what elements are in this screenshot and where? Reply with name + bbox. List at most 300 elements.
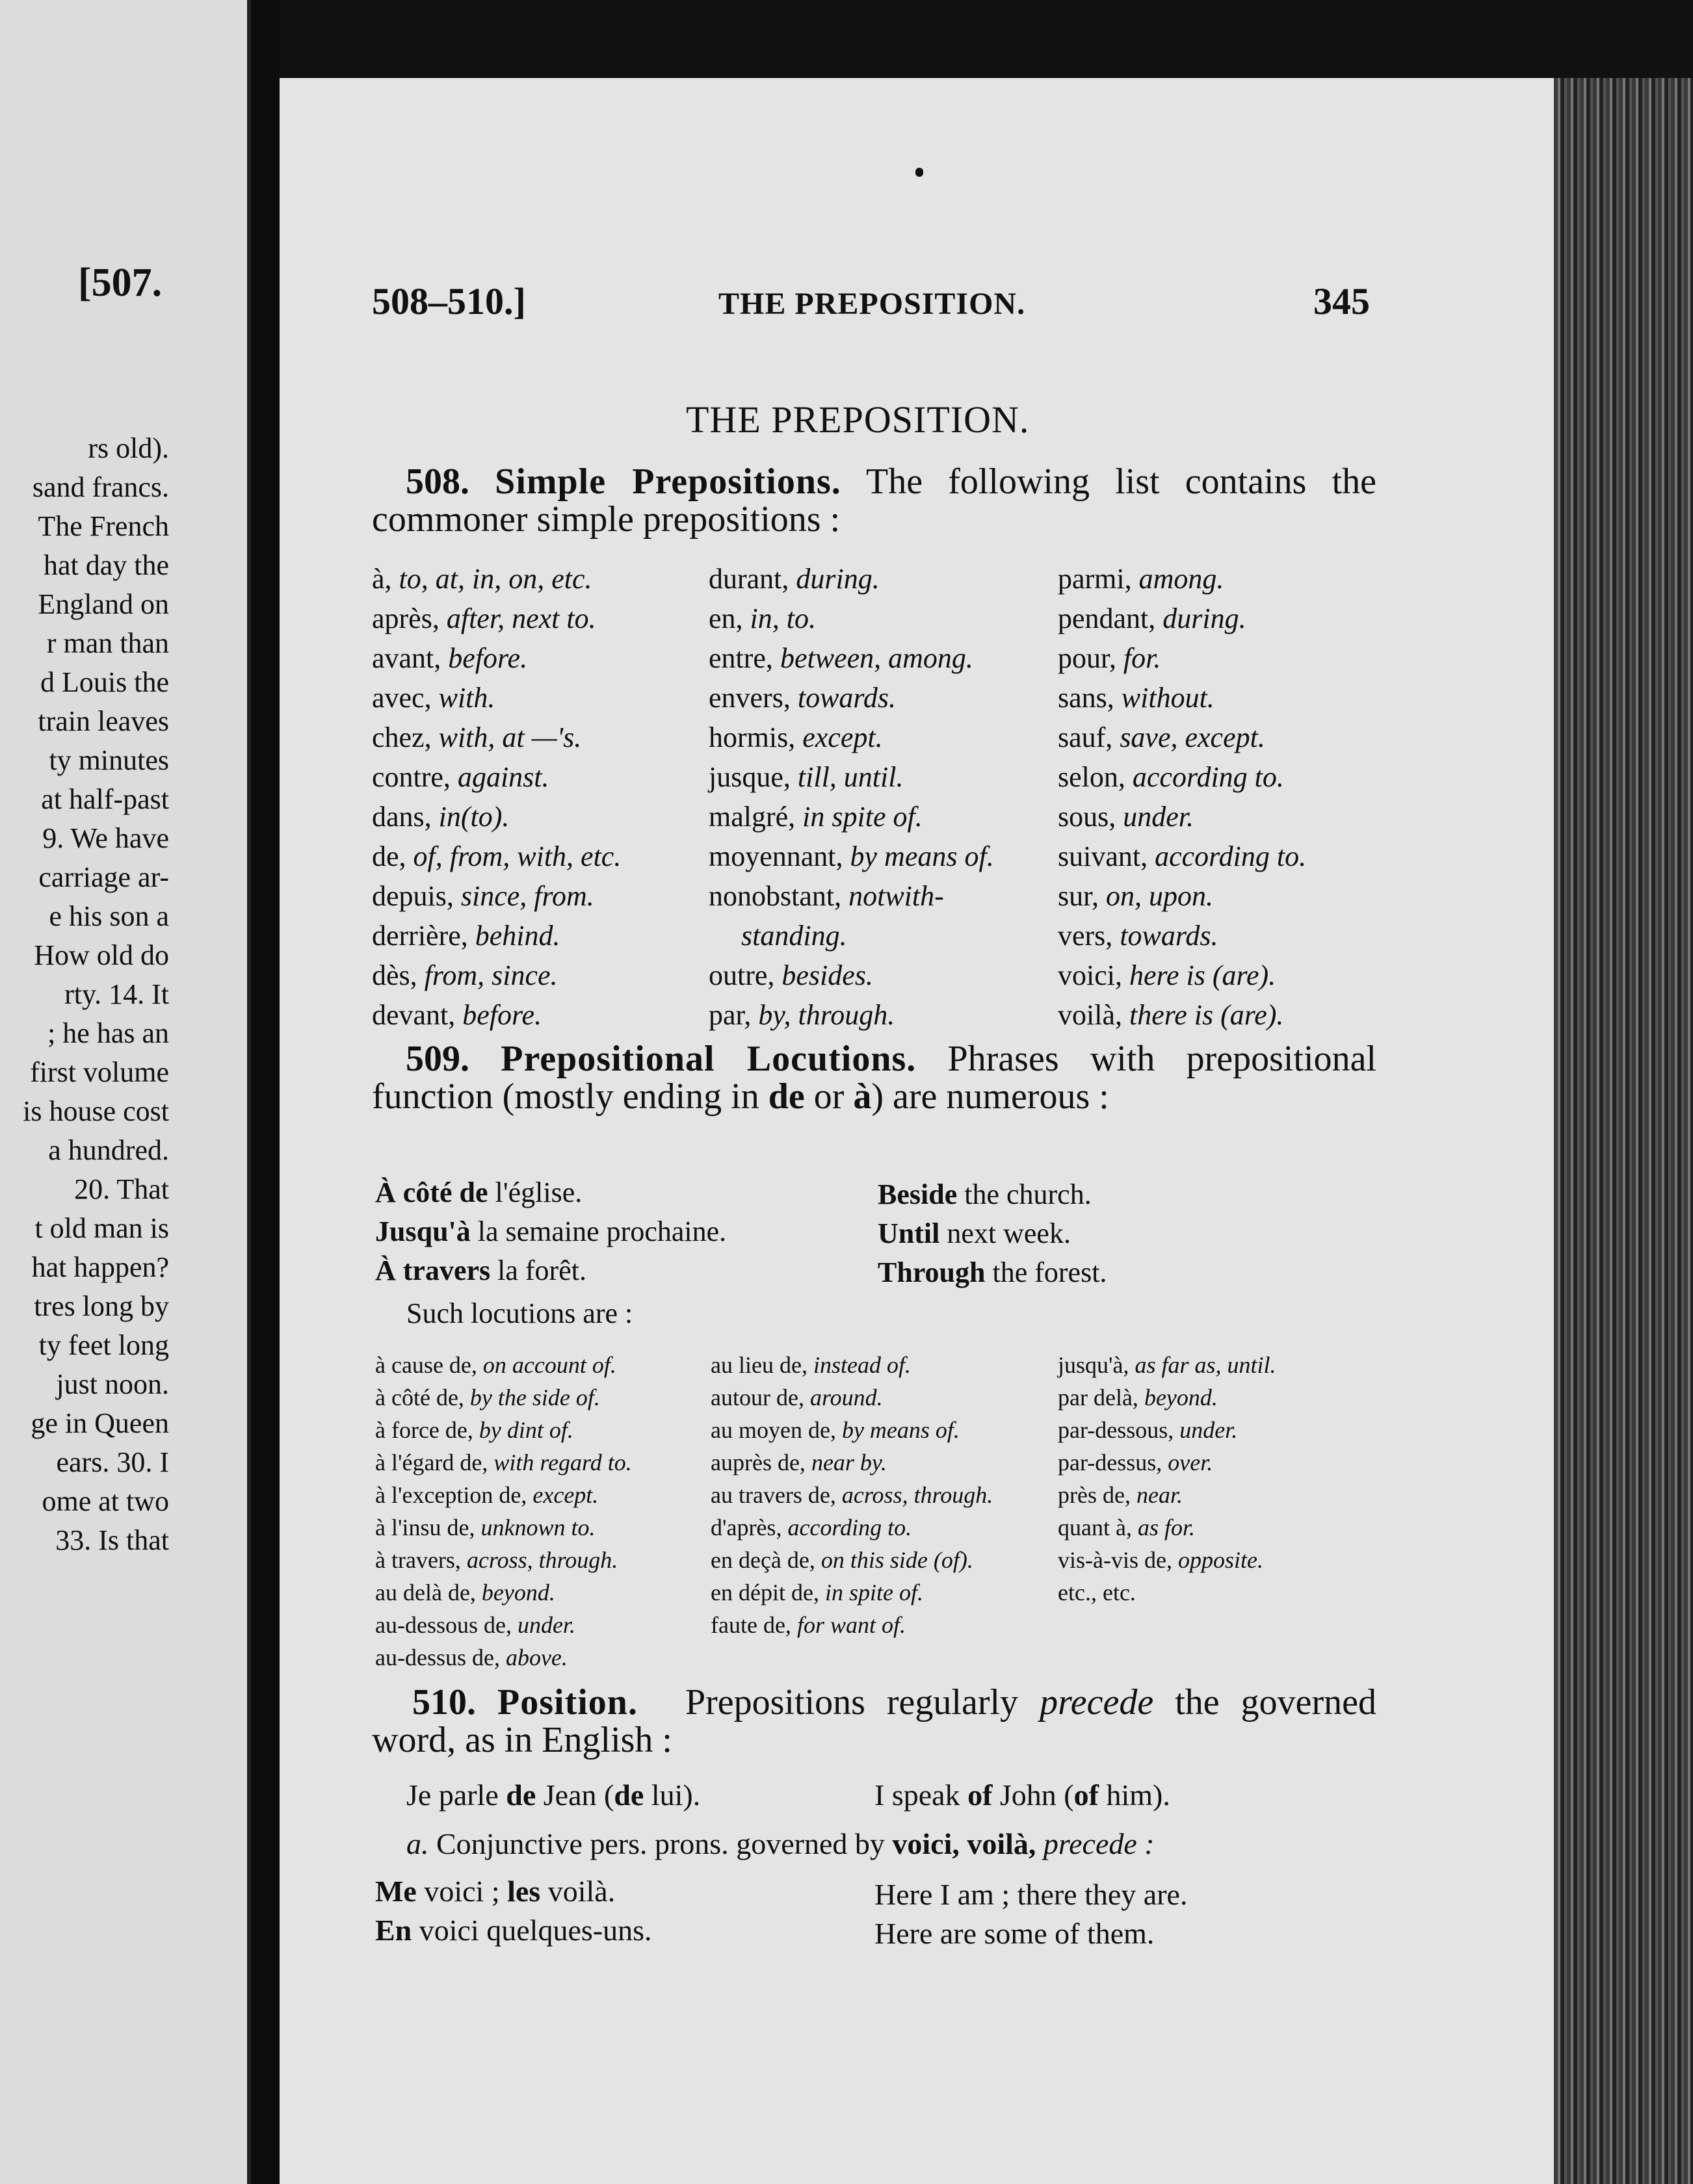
- preposition-word: par,: [709, 999, 759, 1031]
- locution-entry: [375, 1511, 632, 1544]
- such-locutions-label: Such locutions are :: [406, 1297, 633, 1329]
- pronoun-bold: Me: [375, 1875, 417, 1908]
- locution-word: faute de,: [711, 1612, 797, 1638]
- preposition-entry: [1058, 837, 1306, 876]
- preposition-gloss: under.: [1123, 801, 1194, 833]
- preposition-gloss: to, at, in, on, etc.: [399, 563, 592, 595]
- preposition-gloss: for.: [1123, 642, 1161, 674]
- sentence-text: I speak: [874, 1778, 968, 1812]
- left-page-line: train leaves: [38, 705, 169, 737]
- sentence-bold: of: [1073, 1778, 1099, 1812]
- preposition-gloss: here is (are).: [1129, 959, 1276, 991]
- left-page-line: 33. Is that: [55, 1524, 169, 1556]
- preposition-entry: [709, 916, 994, 956]
- preposition-entry: [1058, 678, 1306, 718]
- sentence-text: John (: [992, 1778, 1074, 1812]
- preposition-word: nonobstant,: [709, 880, 849, 912]
- locution-word: par-dessous,: [1058, 1417, 1180, 1443]
- top-shadow: [280, 0, 1693, 78]
- preposition-word: avant,: [372, 642, 449, 674]
- running-head-section-range: 508–510.]: [372, 280, 526, 322]
- locution-word: au-dessus de,: [375, 1644, 506, 1670]
- note-italic: precede :: [1036, 1827, 1155, 1860]
- left-page-line: first volume: [30, 1056, 169, 1088]
- locution-word: autour de,: [711, 1384, 810, 1410]
- preposition-entry: [1058, 638, 1306, 678]
- left-page-line: hat happen?: [31, 1251, 169, 1283]
- preposition-entry: [372, 837, 621, 876]
- left-page-line: ome at two: [42, 1485, 169, 1517]
- section-508-intro: [372, 463, 1376, 538]
- preposition-gloss: with.: [438, 682, 495, 714]
- locution-entry: [1058, 1414, 1276, 1446]
- preposition-gloss: in, to.: [750, 603, 816, 634]
- preposition-word: hormis,: [709, 722, 803, 753]
- sentence-text: lui).: [644, 1778, 701, 1812]
- preposition-gloss: during.: [1162, 603, 1246, 634]
- preposition-entry: [709, 876, 994, 916]
- locution-gloss: near.: [1136, 1482, 1183, 1508]
- locution-gloss: on account of.: [482, 1352, 616, 1378]
- simple-prepositions-col-2: [709, 559, 994, 1035]
- locution-word: à travers,: [375, 1547, 467, 1573]
- preposition-word: moyennant,: [709, 840, 850, 872]
- locution-gloss: in spite of.: [824, 1580, 923, 1606]
- locution-word: à l'insu de,: [375, 1514, 481, 1540]
- preposition-entry: [372, 638, 621, 678]
- locution-entry: [711, 1576, 993, 1609]
- preposition-gloss: by, through.: [758, 999, 895, 1031]
- locution-entry: [1058, 1381, 1276, 1414]
- locution-entry: [1058, 1544, 1276, 1576]
- preposition-word: durant,: [709, 563, 796, 595]
- locution-entry: [1058, 1479, 1276, 1511]
- preposition-gloss: in(to).: [438, 801, 510, 833]
- preposition-word: derrière,: [372, 920, 475, 952]
- chapter-title: THE PREPOSITION.: [686, 398, 1030, 441]
- preposition-gloss: against.: [457, 761, 549, 793]
- running-head-title: THE PREPOSITION.: [718, 287, 1026, 321]
- preposition-word: outre,: [709, 959, 782, 991]
- example-text: the forest.: [985, 1256, 1107, 1288]
- left-page-line: a hundred.: [48, 1134, 169, 1166]
- example-row: [375, 1212, 726, 1251]
- locutions-col-2: [711, 1349, 993, 1641]
- locution-word: près de,: [1058, 1482, 1136, 1508]
- example-text: the church.: [957, 1178, 1092, 1210]
- page-number: 345: [1313, 280, 1370, 322]
- pronoun-text: voici quelques-uns.: [412, 1914, 652, 1947]
- preposition-gloss: according to.: [1155, 840, 1307, 872]
- locution-gloss: by means of.: [841, 1417, 960, 1443]
- preposition-entry: [709, 559, 994, 599]
- preposition-entry: [1058, 599, 1306, 638]
- preposition-word: envers,: [709, 682, 798, 714]
- preposition-gloss: with, at —'s.: [438, 722, 582, 753]
- locution-entry: [1058, 1576, 1276, 1609]
- preposition-entry: [709, 797, 994, 837]
- locution-gloss: near by.: [811, 1450, 887, 1476]
- locution-entry: [375, 1381, 632, 1414]
- locution-gloss: beyond.: [481, 1580, 555, 1606]
- preposition-entry: [1058, 956, 1306, 995]
- locution-entry: [1058, 1349, 1276, 1381]
- preposition-gloss: standing.: [741, 920, 847, 952]
- section-number: 509.: [406, 1039, 469, 1079]
- locutions-col-1: [375, 1349, 632, 1674]
- left-page-line: 20. That: [74, 1173, 169, 1205]
- locutions-col-3: [1058, 1349, 1276, 1609]
- example-text: la semaine prochaine.: [470, 1216, 727, 1247]
- locution-gloss: opposite.: [1177, 1547, 1263, 1573]
- bold-a: à: [853, 1076, 872, 1117]
- section-text: Prepositions regularly: [685, 1682, 1040, 1722]
- right-page: [280, 78, 1554, 2184]
- book-gutter: [251, 0, 280, 2184]
- example-text: la forêt.: [490, 1254, 586, 1286]
- preposition-gloss: there is (are).: [1129, 999, 1284, 1031]
- preposition-gloss: without.: [1121, 682, 1214, 714]
- preposition-entry: [372, 995, 621, 1035]
- preposition-entry: [1058, 876, 1306, 916]
- preposition-word: depuis,: [372, 880, 461, 912]
- preposition-gloss: on, upon.: [1106, 880, 1214, 912]
- preposition-word: pour,: [1058, 642, 1123, 674]
- preposition-word: devant,: [372, 999, 463, 1031]
- note-a: [406, 1826, 1155, 1861]
- left-page-line: rs old).: [88, 432, 169, 464]
- preposition-entry: [372, 718, 621, 757]
- preposition-entry: [1058, 995, 1306, 1035]
- preposition-entry: [372, 559, 621, 599]
- locution-entry: [1058, 1446, 1276, 1479]
- note-text: Conjunctive pers. prons. governed by: [428, 1827, 893, 1860]
- example-bold: Beside: [878, 1178, 958, 1210]
- locution-gloss: as far as, until.: [1135, 1352, 1276, 1378]
- pronoun-example-row: [375, 1911, 651, 1950]
- locution-gloss: beyond.: [1144, 1384, 1218, 1410]
- preposition-entry: [372, 599, 621, 638]
- locution-word: vis-à-vis de,: [1058, 1547, 1178, 1573]
- preposition-entry: [1058, 559, 1306, 599]
- preposition-word: pendant,: [1058, 603, 1163, 634]
- note-bold: voici, voilà,: [892, 1827, 1036, 1860]
- preposition-word: entre,: [709, 642, 780, 674]
- preposition-entry: [1058, 916, 1306, 956]
- locution-entry: [711, 1609, 993, 1641]
- preposition-word: sous,: [1058, 801, 1123, 833]
- left-page-header: [507.: [78, 261, 163, 305]
- preposition-entry: [372, 956, 621, 995]
- locution-word: etc., etc.: [1058, 1580, 1136, 1606]
- section-heading: Position.: [497, 1682, 638, 1722]
- left-page-line: at half-past: [41, 783, 169, 815]
- example-row: [878, 1253, 1107, 1292]
- example-bold: Until: [878, 1217, 940, 1249]
- locution-word: à force de,: [375, 1417, 479, 1443]
- locution-word: en dépit de,: [711, 1580, 825, 1606]
- preposition-gloss: except.: [802, 722, 883, 753]
- locution-word: à l'égard de,: [375, 1450, 494, 1476]
- preposition-entry: [372, 757, 621, 797]
- preposition-gloss: before.: [462, 999, 542, 1031]
- preposition-word: parmi,: [1058, 563, 1139, 595]
- preposition-word: selon,: [1058, 761, 1133, 793]
- bold-de: de: [768, 1076, 805, 1117]
- preposition-gloss: during.: [796, 563, 880, 595]
- locution-examples-english: [878, 1175, 1107, 1292]
- preposition-gloss: between, among.: [780, 642, 973, 674]
- preposition-gloss: from, since.: [424, 959, 558, 991]
- preposition-word: contre,: [372, 761, 458, 793]
- locution-gloss: across, through.: [841, 1482, 993, 1508]
- preposition-word: à,: [372, 563, 399, 595]
- locution-word: quant à,: [1058, 1514, 1138, 1540]
- left-page-line: sand francs.: [32, 471, 169, 503]
- preposition-gloss: by means of.: [850, 840, 994, 872]
- left-page-line: d Louis the: [40, 666, 169, 698]
- preposition-word: malgré,: [709, 801, 803, 833]
- locution-word: par delà,: [1058, 1384, 1144, 1410]
- section-510-intro: [372, 1684, 1376, 1759]
- preposition-word: vers,: [1058, 920, 1120, 952]
- left-page-line: How old do: [34, 939, 169, 971]
- left-page-line: r man than: [46, 627, 169, 659]
- note-letter: a.: [406, 1827, 429, 1860]
- locution-gloss: by the side of.: [469, 1384, 600, 1410]
- locution-gloss: across, through.: [466, 1547, 618, 1573]
- preposition-entry: [372, 916, 621, 956]
- sentence-bold: de: [506, 1778, 536, 1812]
- pronoun-bold: En: [375, 1914, 412, 1947]
- locution-word: auprès de,: [711, 1450, 811, 1476]
- locution-entry: [711, 1544, 993, 1576]
- preposition-word: jusque,: [709, 761, 798, 793]
- sentence-text: Je parle: [406, 1778, 506, 1812]
- locution-gloss: under.: [1179, 1417, 1238, 1443]
- preposition-word: sans,: [1058, 682, 1122, 714]
- locution-entry: [375, 1479, 632, 1511]
- preposition-word: après,: [372, 603, 447, 634]
- locution-gloss: instead of.: [813, 1352, 911, 1378]
- locution-entry: [375, 1544, 632, 1576]
- locution-word: à cause de,: [375, 1352, 483, 1378]
- position-example-french: [406, 1778, 700, 1812]
- ink-speck: [915, 168, 923, 177]
- locution-entry: [375, 1446, 632, 1479]
- locution-entry: [711, 1511, 993, 1544]
- example-text: next week.: [939, 1217, 1071, 1249]
- locution-word: par-dessus,: [1058, 1450, 1168, 1476]
- pronoun-text: voici ;: [416, 1875, 508, 1908]
- pronoun-translation-row: Here I am ; there they are.: [874, 1878, 1188, 1911]
- preposition-word: avec,: [372, 682, 439, 714]
- sentence-text: him).: [1098, 1778, 1170, 1812]
- preposition-gloss: notwith-: [848, 880, 944, 912]
- preposition-entry: [709, 638, 994, 678]
- example-bold: Jusqu'à: [375, 1216, 471, 1247]
- pronoun-text: voilà.: [540, 1875, 616, 1908]
- example-row: [878, 1214, 1107, 1253]
- locution-entry: [711, 1349, 993, 1381]
- example-row: [375, 1173, 726, 1212]
- preposition-gloss: behind.: [475, 920, 560, 952]
- left-page-line: just noon.: [56, 1368, 169, 1400]
- preposition-word: de,: [372, 840, 413, 872]
- locution-word: à côté de,: [375, 1384, 470, 1410]
- section-text-end: ) are numerous :: [871, 1076, 1109, 1117]
- left-page-line: carriage ar-: [38, 861, 169, 893]
- preposition-entry: [709, 837, 994, 876]
- preposition-word: chez,: [372, 722, 439, 753]
- preposition-gloss: before.: [448, 642, 528, 674]
- position-example-english: [874, 1778, 1170, 1812]
- locution-gloss: with regard to.: [493, 1450, 632, 1476]
- preposition-gloss: among.: [1138, 563, 1224, 595]
- preposition-gloss: till, until.: [797, 761, 904, 793]
- example-bold: À côté de: [375, 1176, 488, 1208]
- pronoun-bold: les: [507, 1875, 541, 1908]
- left-page-line: ty feet long: [38, 1329, 169, 1361]
- locution-gloss: above.: [505, 1644, 568, 1670]
- preposition-entry: [709, 599, 994, 638]
- locution-gloss: under.: [517, 1612, 575, 1638]
- preposition-word: sauf,: [1058, 722, 1120, 753]
- preposition-gloss: towards.: [797, 682, 897, 714]
- preposition-entry: [372, 797, 621, 837]
- preposition-entry: [709, 678, 994, 718]
- locution-entry: [375, 1576, 632, 1609]
- preposition-entry: [372, 678, 621, 718]
- left-page-line: ty minutes: [49, 744, 169, 776]
- preposition-word: dès,: [372, 959, 425, 991]
- preposition-entry: [372, 876, 621, 916]
- locution-word: au lieu de,: [711, 1352, 813, 1378]
- preposition-gloss: of, from, with, etc.: [413, 840, 622, 872]
- sentence-bold: of: [967, 1778, 993, 1812]
- left-page-line: England on: [38, 588, 169, 620]
- preposition-entry: [709, 718, 994, 757]
- left-page-fragment: [0, 0, 251, 2184]
- example-row: [375, 1251, 726, 1290]
- example-text: l'église.: [488, 1176, 583, 1208]
- locution-word: au travers de,: [711, 1482, 842, 1508]
- pronoun-translation-row: Here are some of them.: [874, 1917, 1155, 1950]
- locution-word: au moyen de,: [711, 1417, 842, 1443]
- pronoun-examples-english: [874, 1875, 1187, 1953]
- left-page-line: The French: [38, 510, 169, 542]
- preposition-word: en,: [709, 603, 750, 634]
- example-row: [878, 1175, 1107, 1214]
- locution-entry: [375, 1414, 632, 1446]
- section-number: 508.: [406, 462, 469, 502]
- preposition-entry: [1058, 718, 1306, 757]
- locution-examples-french: [375, 1173, 726, 1290]
- example-bold: Through: [878, 1256, 986, 1288]
- preposition-entry: [709, 995, 994, 1035]
- page-edge-stack: [1554, 78, 1693, 2184]
- preposition-gloss: according to.: [1132, 761, 1284, 793]
- left-page-line: 9. We have: [42, 822, 169, 854]
- locution-word: en deçà de,: [711, 1547, 821, 1573]
- locution-gloss: by dint of.: [479, 1417, 573, 1443]
- locution-gloss: over.: [1168, 1450, 1213, 1476]
- section-text: Phrases with prepositional function (mostly ending in: [372, 1039, 1377, 1117]
- locution-word: au-dessous de,: [375, 1612, 518, 1638]
- preposition-gloss: in spite of.: [802, 801, 923, 833]
- preposition-gloss: since, from.: [460, 880, 594, 912]
- italic-precede: precede: [1040, 1682, 1154, 1722]
- preposition-entry: [1058, 797, 1306, 837]
- locution-gloss: around.: [809, 1384, 883, 1410]
- preposition-entry: [709, 757, 994, 797]
- locution-entry: [711, 1414, 993, 1446]
- locution-entry: [711, 1479, 993, 1511]
- section-heading: Prepositional Locutions.: [501, 1039, 917, 1079]
- left-page-line: t old man is: [34, 1212, 169, 1244]
- locution-word: à l'exception de,: [375, 1482, 533, 1508]
- preposition-gloss: after, next to.: [446, 603, 596, 634]
- left-page-line: is house cost: [23, 1095, 169, 1127]
- locution-entry: [375, 1609, 632, 1641]
- preposition-gloss: save, except.: [1120, 722, 1265, 753]
- preposition-word: sur,: [1058, 880, 1107, 912]
- pronoun-examples-french: [375, 1872, 651, 1950]
- locution-word: jusqu'à,: [1058, 1352, 1135, 1378]
- simple-prepositions-col-3: [1058, 559, 1306, 1035]
- locution-word: au delà de,: [375, 1580, 482, 1606]
- left-page-line: ge in Queen: [31, 1407, 169, 1439]
- sentence-text: Jean (: [536, 1778, 614, 1812]
- example-bold: À travers: [375, 1254, 491, 1286]
- locution-entry: [711, 1381, 993, 1414]
- section-number: 510.: [412, 1682, 476, 1722]
- preposition-word: voici,: [1058, 959, 1129, 991]
- preposition-entry: [1058, 757, 1306, 797]
- locution-gloss: for want of.: [796, 1612, 906, 1638]
- preposition-word: dans,: [372, 801, 439, 833]
- left-page-lines: [0, 429, 169, 1560]
- locution-word: d'après,: [711, 1514, 788, 1540]
- locution-gloss: on this side (of).: [820, 1547, 973, 1573]
- sentence-bold: de: [614, 1778, 644, 1812]
- preposition-gloss: besides.: [781, 959, 873, 991]
- locution-gloss: according to.: [787, 1514, 912, 1540]
- left-page-line: ears. 30. I: [56, 1446, 169, 1478]
- locution-entry: [375, 1349, 632, 1381]
- left-page-line: tres long by: [34, 1290, 169, 1322]
- left-page-line: ; he has an: [47, 1017, 169, 1049]
- preposition-word: voilà,: [1058, 999, 1129, 1031]
- section-heading: Simple Prepositions.: [495, 462, 841, 502]
- pronoun-example-row: [375, 1872, 651, 1911]
- locution-entry: [375, 1641, 632, 1674]
- locution-entry: [711, 1446, 993, 1479]
- locution-gloss: except.: [532, 1482, 599, 1508]
- simple-prepositions-col-1: [372, 559, 621, 1035]
- locution-gloss: as for.: [1137, 1514, 1195, 1540]
- section-509-intro: [372, 1040, 1376, 1115]
- preposition-gloss: towards.: [1120, 920, 1218, 952]
- section-text: The following list contains the commoner simple prepositions :: [372, 462, 1376, 540]
- section-text-end: the governed word, as in English :: [372, 1682, 1377, 1760]
- section-text-or: or: [804, 1076, 854, 1117]
- left-page-line: hat day the: [43, 549, 169, 581]
- preposition-word: suivant,: [1058, 840, 1155, 872]
- locution-gloss: unknown to.: [480, 1514, 596, 1540]
- locution-entry: [1058, 1511, 1276, 1544]
- left-page-line: rty. 14. It: [64, 978, 169, 1010]
